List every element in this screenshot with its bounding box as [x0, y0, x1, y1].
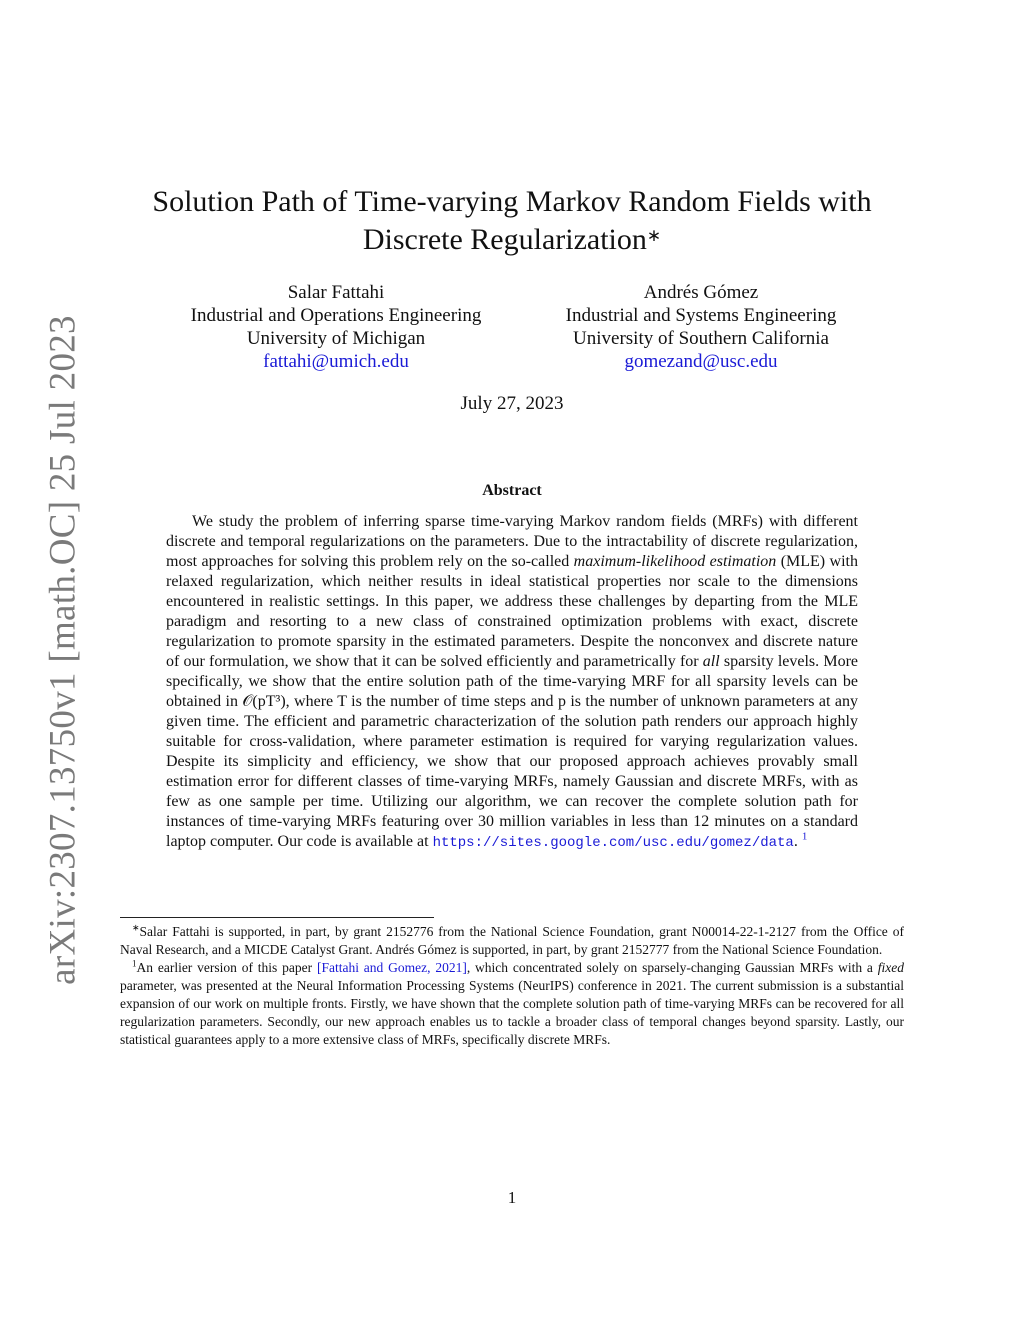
abstract-part-4: .	[793, 833, 798, 850]
author-email-link[interactable]: gomezand@usc.edu	[624, 351, 778, 372]
code-url-link[interactable]: https://sites.google.com/usc.edu/gomez/data	[432, 835, 794, 851]
abstract-part-1: We study the problem of inferring sparse time-varying Markov random fields (MRFs) with different discrete and temporal regularizations on the parameters. Due to the intractability of discrete regularization, most approaches for solving this problem rely on the so-called	[166, 513, 858, 570]
arxiv-identifier-stamp: arXiv:2307.13750v1 [math.OC] 25 Jul 2023	[42, 315, 84, 985]
title-footnote-mark[interactable]: ∗	[646, 226, 662, 245]
paper-title	[110, 183, 914, 259]
abstract-heading: Abstract	[482, 482, 542, 499]
abstract-part-2: (MLE) with relaxed regularization, which neither results in ideal statistical properties nor scale to the dimensions encountered in realistic settings. In this paper, we address these challenges by departing from the MLE paradigm and resorting to a new class of constrained optimization problems with exact, discrete regularization to promote sparsity in the estimated parameters. Despite the nonconvex and discrete nature of our formulation, we show that it can be solved efficiently and parametrically for	[166, 553, 858, 670]
author-name: Andrés Gómez	[643, 282, 759, 303]
abstract-text	[166, 512, 858, 853]
title-text: Solution Path of Time-varying Markov Random Fields with Discrete Regularization	[152, 185, 872, 256]
footnote-text: parameter, was presented at the Neural Information Processing Systems (NeurIPS) conference in 2021. The current submission is a substantial expansion of our work on multiple fronts. Firstly, we have shown that the complete solution path of time-varying MRFs can be recovered for all regularization parameters. Secondly, our new approach enables us to tackle a broader class of temporal changes beyond sparsity. Lastly, our statistical guarantees apply to a more extensive class of MRFs, specifically discrete MRFs.	[120, 978, 904, 1047]
author-institution: University of Michigan	[246, 328, 426, 349]
publication-date: July 27, 2023	[460, 393, 564, 414]
author-block-2	[520, 281, 882, 373]
author-institution: University of Southern California	[573, 328, 829, 349]
footnote-mark: ∗	[132, 922, 140, 933]
abstract-emphasis-all: all	[702, 653, 720, 670]
footnote-earlier-version	[120, 959, 904, 1049]
footnote-text: An earlier version of this paper	[136, 960, 317, 975]
footnote-text: Salar Fattahi is supported, in part, by grant 2152776 from the National Science Foundation, grant N00014-22-1-2127 from the Office of Naval Research, and a MICDE Catalyst Grant. Andrés Gómez is supported, in part, by grant 2152777 from the National Science Foundation.	[120, 924, 904, 957]
footnote-mark: 1	[132, 958, 137, 969]
author-name: Salar Fattahi	[287, 282, 385, 303]
footnote-funding	[120, 923, 904, 959]
author-department: Industrial and Systems Engineering	[565, 305, 837, 326]
footnote-1-reference[interactable]: 1	[801, 830, 808, 843]
author-block-1	[140, 281, 532, 373]
page-number: 1	[507, 1188, 517, 1207]
abstract-emphasis-mle: maximum-likelihood estimation	[573, 553, 777, 570]
author-department: Industrial and Operations Engineering	[190, 305, 482, 326]
footnote-divider	[120, 917, 434, 918]
footnote-emphasis: fixed	[877, 960, 904, 975]
abstract-part-3: sparsity levels. More specifically, we show that the entire solution path of the time-varying MRF for all sparsity levels can be obtained in 𝒪(pT³), where T is the number of time steps and p is the number of unknown parameters at any given time. The efficient and parametric characterization of the solution path renders our approach highly suitable for cross-validation, where parameter estimation is required for varying regularization values. Despite its simplicity and efficiency, we show that our proposed approach achieves provably small estimation error for different classes of time-varying MRFs, namely Gaussian and discrete MRFs, with as few as one sample per time. Utilizing our algorithm, we can recover the complete solution path for instances of time-varying MRFs featuring over 30 million variables in less than 12 minutes on a standard laptop computer. Our code is available at	[166, 653, 858, 850]
author-email-link[interactable]: fattahi@umich.edu	[263, 351, 409, 372]
citation-link[interactable]: [Fattahi and Gomez, 2021]	[316, 960, 467, 975]
footnotes	[120, 923, 904, 1049]
footnote-text: , which concentrated solely on sparsely-changing Gaussian MRFs with a	[466, 960, 878, 975]
